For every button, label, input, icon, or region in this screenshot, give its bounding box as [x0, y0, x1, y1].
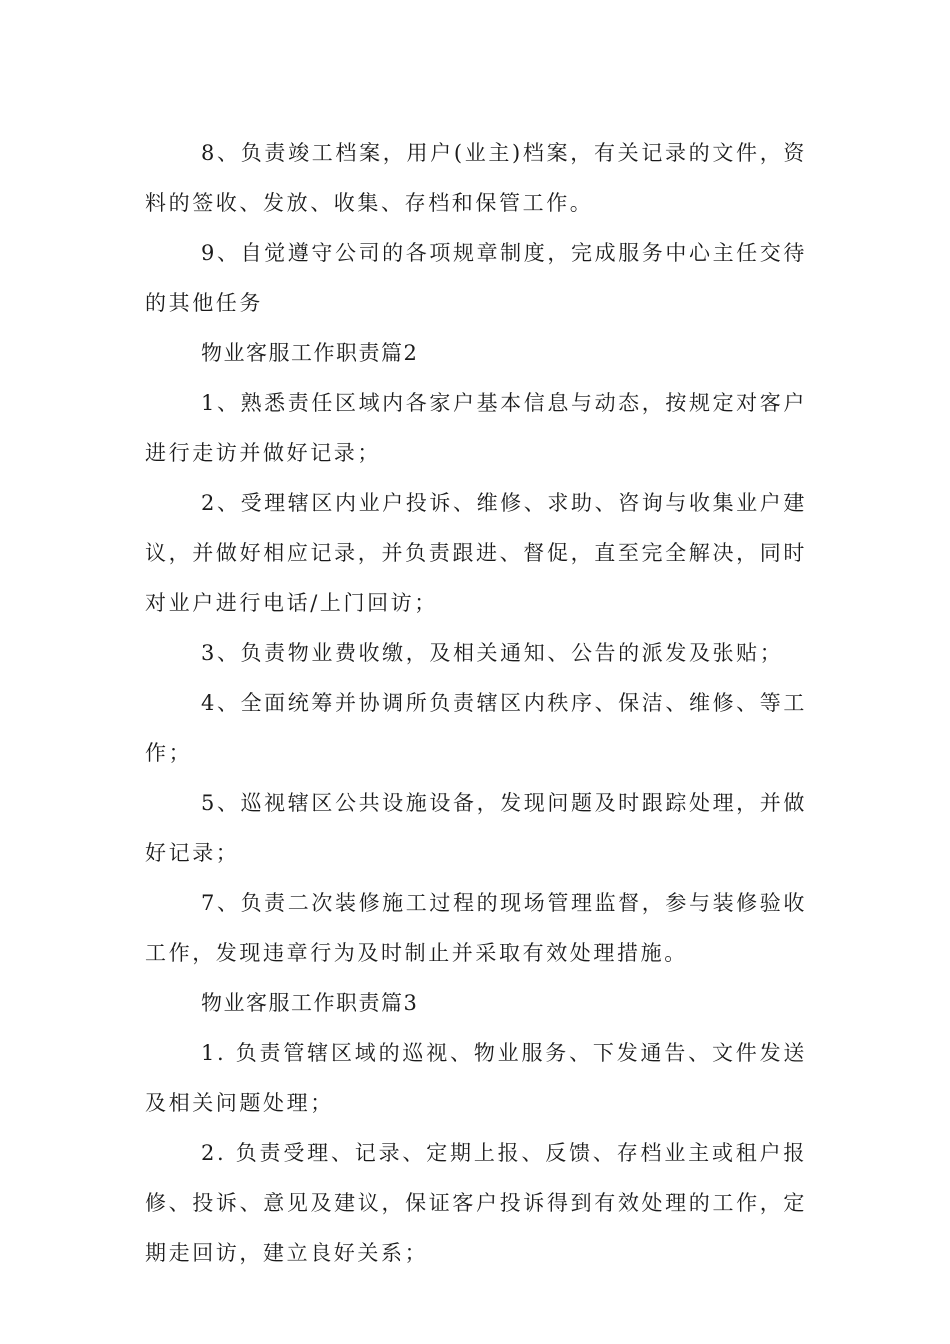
paragraph-item-2b: 2. 负责受理、记录、定期上报、反馈、存档业主或租户报修、投诉、意见及建议，保证客户投诉得到有效处理的工作，定期走回访，建立良好关系； [145, 1141, 807, 1265]
document-body [145, 128, 807, 1278]
paragraph-item-9: 9、自觉遵守公司的各项规章制度，完成服务中心主任交待的其他任务 [145, 241, 807, 315]
section-heading-2: 物业客服工作职责篇2 [201, 341, 419, 365]
paragraph-item-5: 5、巡视辖区公共设施设备，发现问题及时跟踪处理，并做好记录； [145, 791, 807, 865]
section-heading-3: 物业客服工作职责篇3 [201, 991, 419, 1015]
paragraph-item-4: 4、全面统筹并协调所负责辖区内秩序、保洁、维修、等工作； [145, 691, 807, 765]
paragraph-item-2: 2、受理辖区内业户投诉、维修、求助、咨询与收集业户建议，并做好相应记录，并负责跟进、督促，直至完全解决，同时对业户进行电话/上门回访； [145, 491, 807, 615]
paragraph-item-8: 8、负责竣工档案，用户(业主)档案，有关记录的文件，资料的签收、发放、收集、存档和保管工作。 [145, 141, 807, 215]
paragraph-item-1: 1、熟悉责任区域内各家户基本信息与动态，按规定对客户进行走访并做好记录； [145, 391, 807, 465]
paragraph-item-7: 7、负责二次装修施工过程的现场管理监督，参与装修验收工作，发现违章行为及时制止并采取有效处理措施。 [145, 891, 807, 965]
paragraph-item-3: 3、负责物业费收缴，及相关通知、公告的派发及张贴； [201, 641, 784, 665]
paragraph-item-1b: 1. 负责管辖区域的巡视、物业服务、下发通告、文件发送及相关问题处理； [145, 1041, 807, 1115]
